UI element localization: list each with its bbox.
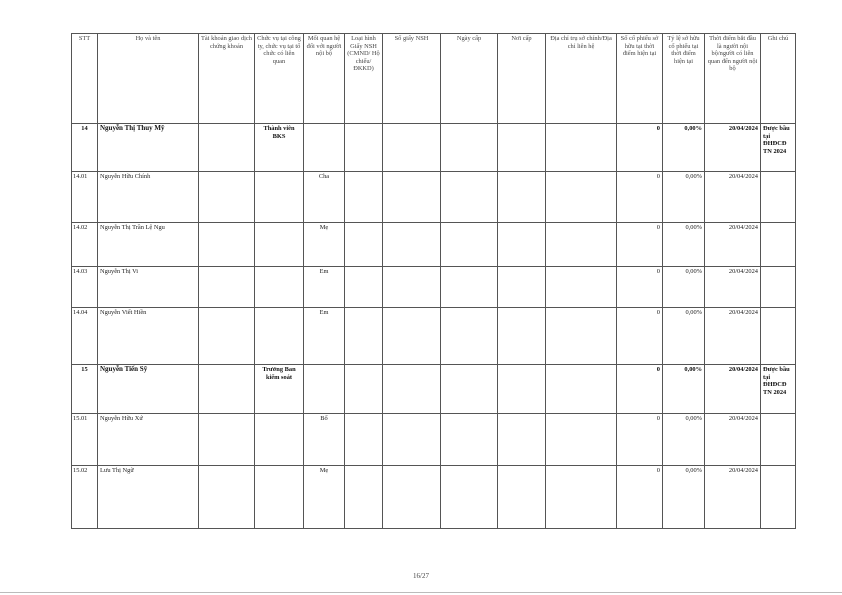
cell-name: Nguyễn Thị Thuy Mỹ: [98, 124, 199, 172]
cell-note: Được bầu tại ĐHĐCĐ TN 2024: [761, 365, 796, 414]
cell-position: [255, 267, 304, 308]
header-cell: Số cổ phiếu sở hữu tại thời điểm hiện tại: [617, 34, 663, 124]
cell-empty: [383, 466, 441, 529]
cell-empty: [345, 267, 383, 308]
cell-shares: 0: [617, 223, 663, 267]
header-cell: Ghi chú: [761, 34, 796, 124]
cell-empty: [441, 124, 498, 172]
cell-empty: [199, 365, 255, 414]
cell-note: [761, 466, 796, 529]
cell-ratio: 0,00%: [663, 172, 705, 223]
cell-note: [761, 223, 796, 267]
cell-empty: [345, 466, 383, 529]
cell-position: [255, 414, 304, 466]
cell-empty: [383, 223, 441, 267]
cell-relation: [304, 365, 345, 414]
cell-empty: [383, 365, 441, 414]
cell-empty: [199, 308, 255, 365]
cell-empty: [498, 414, 546, 466]
cell-name: Nguyễn Thị Vi: [98, 267, 199, 308]
cell-shares: 0: [617, 124, 663, 172]
cell-stt: 15: [72, 365, 98, 414]
cell-name: Nguyễn Tiến Sỹ: [98, 365, 199, 414]
cell-position: [255, 223, 304, 267]
cell-empty: [345, 308, 383, 365]
cell-date: 20/04/2024: [705, 124, 761, 172]
cell-ratio: 0,00%: [663, 124, 705, 172]
cell-empty: [345, 414, 383, 466]
cell-empty: [345, 124, 383, 172]
cell-shares: 0: [617, 466, 663, 529]
cell-note: [761, 414, 796, 466]
cell-empty: [383, 267, 441, 308]
cell-date: 20/04/2024: [705, 466, 761, 529]
cell-empty: [546, 267, 617, 308]
cell-empty: [546, 223, 617, 267]
cell-empty: [383, 172, 441, 223]
cell-ratio: 0,00%: [663, 267, 705, 308]
cell-empty: [441, 223, 498, 267]
cell-shares: 0: [617, 267, 663, 308]
cell-name: Lưu Thị Ngữ: [98, 466, 199, 529]
cell-empty: [498, 223, 546, 267]
table-row: [72, 414, 796, 466]
table-row: [72, 308, 796, 365]
cell-empty: [498, 308, 546, 365]
cell-empty: [498, 466, 546, 529]
cell-ratio: 0,00%: [663, 414, 705, 466]
cell-relation: Mẹ: [304, 466, 345, 529]
cell-position: [255, 308, 304, 365]
header-cell: Họ và tên: [98, 34, 199, 124]
cell-relation: Em: [304, 308, 345, 365]
cell-note: [761, 308, 796, 365]
cell-empty: [441, 466, 498, 529]
cell-empty: [383, 124, 441, 172]
header-cell: Thời điểm bắt đầu là người nội bộ/người có liên quan đến người nội bộ: [705, 34, 761, 124]
cell-empty: [199, 267, 255, 308]
cell-empty: [546, 414, 617, 466]
cell-empty: [383, 308, 441, 365]
cell-date: 20/04/2024: [705, 308, 761, 365]
cell-date: 20/04/2024: [705, 172, 761, 223]
cell-empty: [199, 124, 255, 172]
cell-empty: [546, 466, 617, 529]
cell-shares: 0: [617, 365, 663, 414]
table-row: [72, 365, 796, 414]
cell-note: [761, 267, 796, 308]
header-cell: Địa chỉ trụ sở chính/Địa chỉ liên hệ: [546, 34, 617, 124]
footer-rule: [0, 592, 842, 593]
cell-name: Nguyễn Viết Hiền: [98, 308, 199, 365]
cell-stt: 14.01: [72, 172, 98, 223]
cell-shares: 0: [617, 172, 663, 223]
cell-empty: [441, 172, 498, 223]
header-cell: Tỷ lệ sở hữu cổ phiếu tại thời điểm hiện tại: [663, 34, 705, 124]
cell-ratio: 0,00%: [663, 466, 705, 529]
cell-empty: [345, 365, 383, 414]
table-row: [72, 466, 796, 529]
cell-position: [255, 172, 304, 223]
cell-stt: 14.03: [72, 267, 98, 308]
table-row: [72, 172, 796, 223]
header-cell: Số giấy NSH: [383, 34, 441, 124]
cell-ratio: 0,00%: [663, 308, 705, 365]
cell-relation: Cha: [304, 172, 345, 223]
cell-empty: [441, 365, 498, 414]
table-row: [72, 223, 796, 267]
cell-empty: [546, 124, 617, 172]
cell-ratio: 0,00%: [663, 223, 705, 267]
header-cell: Ngày cấp: [441, 34, 498, 124]
cell-date: 20/04/2024: [705, 414, 761, 466]
cell-name: Nguyễn Hữu Chính: [98, 172, 199, 223]
page-number: 16/27: [413, 572, 429, 580]
cell-empty: [498, 267, 546, 308]
cell-stt: 15.01: [72, 414, 98, 466]
cell-empty: [345, 172, 383, 223]
cell-empty: [498, 124, 546, 172]
insider-table: [71, 33, 796, 529]
cell-stt: 14.02: [72, 223, 98, 267]
cell-relation: Mẹ: [304, 223, 345, 267]
cell-empty: [199, 172, 255, 223]
cell-empty: [441, 414, 498, 466]
header-row: [72, 34, 796, 124]
cell-empty: [498, 365, 546, 414]
cell-position: Thành viên BKS: [255, 124, 304, 172]
header-cell: Tài khoản giao dịch chứng khoán: [199, 34, 255, 124]
cell-empty: [199, 223, 255, 267]
cell-note: [761, 172, 796, 223]
cell-empty: [498, 172, 546, 223]
header-cell: STT: [72, 34, 98, 124]
cell-empty: [546, 172, 617, 223]
cell-position: Trưởng Ban kiểm soát: [255, 365, 304, 414]
cell-note: Được bầu tại ĐHĐCĐ TN 2024: [761, 124, 796, 172]
table-row: [72, 267, 796, 308]
cell-date: 20/04/2024: [705, 223, 761, 267]
cell-shares: 0: [617, 414, 663, 466]
header-cell: Mối quan hệ đối với người nội bộ: [304, 34, 345, 124]
cell-date: 20/04/2024: [705, 365, 761, 414]
cell-empty: [441, 267, 498, 308]
header-cell: Nơi cấp: [498, 34, 546, 124]
table-row: [72, 124, 796, 172]
cell-empty: [546, 308, 617, 365]
cell-empty: [441, 308, 498, 365]
cell-empty: [345, 223, 383, 267]
header-cell: Chức vụ tại công ty, chức vụ tại tổ chức có liên quan: [255, 34, 304, 124]
cell-ratio: 0,00%: [663, 365, 705, 414]
cell-empty: [199, 414, 255, 466]
cell-stt: 14: [72, 124, 98, 172]
cell-relation: [304, 124, 345, 172]
cell-shares: 0: [617, 308, 663, 365]
cell-empty: [383, 414, 441, 466]
cell-stt: 14.04: [72, 308, 98, 365]
cell-relation: Em: [304, 267, 345, 308]
cell-name: Nguyễn Thị Trần Lệ Ngu: [98, 223, 199, 267]
cell-date: 20/04/2024: [705, 267, 761, 308]
header-cell: Loại hình Giấy NSH (CMND/ Hộ chiếu/ ĐKKD): [345, 34, 383, 124]
cell-name: Nguyễn Hữu Xứ: [98, 414, 199, 466]
cell-relation: Bố: [304, 414, 345, 466]
cell-stt: 15.02: [72, 466, 98, 529]
cell-position: [255, 466, 304, 529]
cell-empty: [199, 466, 255, 529]
cell-empty: [546, 365, 617, 414]
